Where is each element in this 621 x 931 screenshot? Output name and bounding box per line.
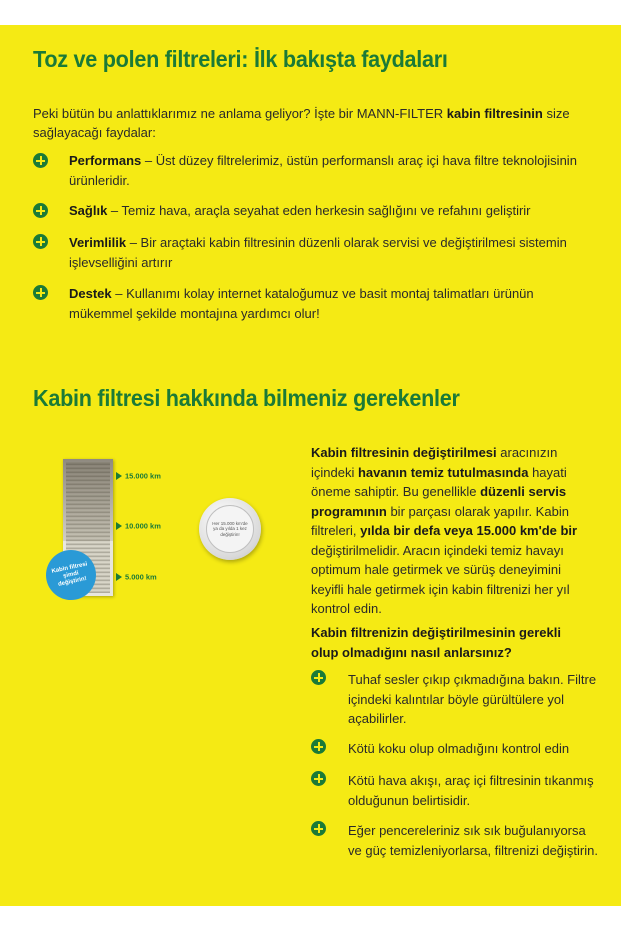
- km-label-10000: 10.000 km: [116, 521, 161, 531]
- list-item-support: Destek – Kullanımı kolay internet kataloğumuz ve basit montaj talimatları ürünün mükemmel şekilde montajına yardımcı olur!: [69, 286, 534, 321]
- check-item-fogging: Eğer pencereleriniz sık sık buğulanıyorsa ve güç temizleniyorlarsa, filtrenizi değiştirin.: [348, 823, 598, 858]
- check-item-airflow: Kötü hava akışı, araç içi filtresinin tıkanmış olduğunun belirtisidir.: [348, 773, 594, 808]
- check-item-noise: Tuhaf sesler çıkıp çıkmadığına bakın. Filtre içindeki kalıntılar böyle gürültülere yol açabilirler.: [348, 672, 597, 726]
- plus-circle-icon: [33, 285, 48, 300]
- km-label-5000: 5.000 km: [116, 572, 157, 582]
- question-heading: Kabin filtrenizin değiştirilmesinin gerekli olup olmadığını nasıl anlarsınız?: [311, 625, 561, 660]
- check-item-smell: Kötü koku olup olmadığını kontrol edin: [348, 741, 570, 756]
- clock-badge: Her 15.000 km'de ya da yılda 1 kez değiştirin!: [199, 498, 261, 560]
- arrow-right-icon: [116, 472, 122, 480]
- km-label-15000: 15.000 km: [116, 471, 161, 481]
- section2-title: Kabin filtresi hakkında bilmeniz gerekenler: [33, 385, 460, 411]
- section1-title: Toz ve polen filtreleri: İlk bakışta faydaları: [33, 46, 448, 72]
- plus-circle-icon: [311, 739, 326, 754]
- plus-circle-icon: [33, 203, 48, 218]
- plus-circle-icon: [33, 153, 48, 168]
- section1-intro: Peki bütün bu anlattıklarımız ne anlama geliyor? İşte bir MANN-FILTER kabin filtresinin size sağlayacağı faydalar:: [33, 106, 570, 140]
- plus-circle-icon: [33, 234, 48, 249]
- list-item-efficiency: Verimlilik – Bir araçtaki kabin filtresinin düzenli olarak servisi ve değiştirilmesi sistemin işlevselliğini artırır: [69, 235, 567, 270]
- arrow-right-icon: [116, 522, 122, 530]
- plus-circle-icon: [311, 821, 326, 836]
- replacement-paragraph: Kabin filtresinin değiştirilmesi aracınızın içindeki havanın temiz tutulmasında hayati öneme sahiptir. Bu genellikle düzenli servis programının bir parçası olarak yapılır. Kabin filtreleri, yılda bir defa veya 15.000 km'de bir değiştirilmelidir. Aracın içindeki temiz havayı optimum hale getirmek ve sürüş deneyimini keyifli hale getirmek için kabin filtrenizi her yıl kontrol edin.: [311, 445, 578, 616]
- arrow-right-icon: [116, 573, 122, 581]
- plus-circle-icon: [311, 670, 326, 685]
- plus-circle-icon: [311, 771, 326, 786]
- replace-now-badge: Kabin filtresi şimdi değiştirin!: [41, 545, 100, 604]
- list-item-health: Sağlık – Temiz hava, araçla seyahat eden herkesin sağlığını ve refahını geliştirir: [69, 203, 531, 218]
- list-item-performance: Performans – Üst düzey filtrelerimiz, üstün performanslı araç içi hava filtre teknolojisinin ürünleridir.: [69, 153, 577, 188]
